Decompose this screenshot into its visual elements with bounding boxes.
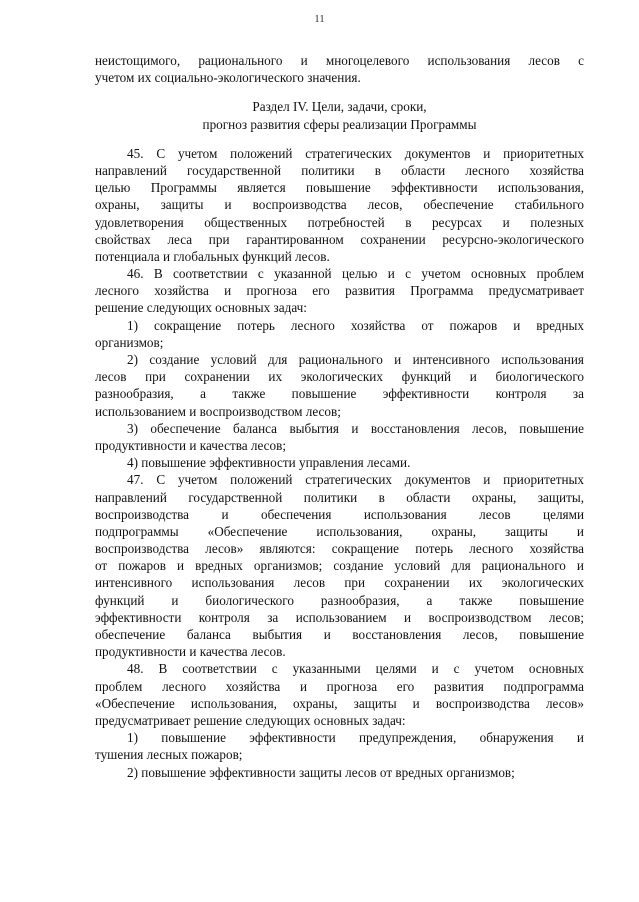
document-body bbox=[95, 52, 584, 781]
text-line: организмов; bbox=[95, 334, 164, 350]
text-line: 45. С учетом положений стратегических документов и приоритетных bbox=[127, 145, 584, 161]
text-line: направлений государственной политики в области лесного хозяйства bbox=[95, 162, 584, 178]
text-line: направлений государственной политики в области охраны, защиты, bbox=[95, 489, 584, 505]
text-line: разнообразия, а также повышение эффективности контроля за bbox=[95, 386, 584, 402]
text-line: неистощимого, рационального и многоцелевого использования лесов с bbox=[95, 53, 584, 68]
text-line: решение следующих основных задач: bbox=[95, 300, 307, 316]
text-line: лесного хозяйства и прогноза его развития Программа предусматривает bbox=[95, 283, 584, 299]
text-line: потенциала и глобальных функций лесов. bbox=[95, 248, 330, 264]
text-line: эффективности контроля за использованием и воспроизводством лесов; bbox=[95, 609, 584, 625]
page-number: 11 bbox=[314, 13, 325, 25]
text-line: 46. В соответствии с указанной целью и с учетом основных проблем bbox=[127, 266, 584, 282]
text-line: удовлетворения общественных потребностей в ресурсах и полезных bbox=[95, 214, 584, 230]
text-line: подпрограммы «Обеспечение использования, охраны, защиты и bbox=[95, 523, 584, 539]
text-line: предусматривает решение следующих основных задач: bbox=[95, 712, 406, 728]
section-heading: прогноз развития сферы реализации Программы bbox=[202, 116, 477, 132]
section-heading: Раздел IV. Цели, задачи, сроки, bbox=[252, 99, 427, 115]
text-line: 47. С учетом положений стратегических документов и приоритетных bbox=[127, 472, 584, 488]
text-line: тушения лесных пожаров; bbox=[95, 747, 243, 763]
list-item: 1) сокращение потерь лесного хозяйства от пожаров и вредных bbox=[127, 317, 584, 333]
text-line: воспроизводства и обеспечения использования лесов целями bbox=[95, 506, 584, 522]
text-line: продуктивности и качества лесов; bbox=[95, 437, 287, 453]
text-line: продуктивности и качества лесов. bbox=[95, 644, 286, 660]
text-line: учетом их социально-экологического значения. bbox=[95, 70, 361, 86]
text-line: от пожаров и вредных организмов; создание условий для рационального и bbox=[95, 558, 584, 574]
text-line: свойствах леса при гарантированном сохранении ресурсно-экологического bbox=[95, 231, 584, 247]
text-line: обеспечение баланса выбытия и восстановления лесов, повышение bbox=[95, 627, 584, 642]
list-item: 4) повышение эффективности управления лесами. bbox=[127, 455, 411, 471]
list-item: 2) создание условий для рационального и интенсивного использования bbox=[127, 352, 584, 367]
text-line: целью Программы является повышение эффективности использования, bbox=[95, 180, 584, 196]
text-line: «Обеспечение использования, охраны, защиты и воспроизводства лесов» bbox=[95, 695, 584, 711]
list-item: 3) обеспечение баланса выбытия и восстановления лесов, повышение bbox=[127, 420, 584, 436]
list-item: 1) повышение эффективности предупреждения, обнаружения и bbox=[127, 730, 584, 746]
text-line: функций и биологического разнообразия, а также повышение bbox=[95, 592, 584, 608]
text-line: охраны, защиты и воспроизводства лесов, обеспечение стабильного bbox=[95, 197, 584, 213]
text-line: интенсивного использования лесов при сохранении их экологических bbox=[95, 575, 584, 591]
text-line: воспроизводства лесов» являются: сокращение потерь лесного хозяйства bbox=[95, 541, 584, 557]
text-line: проблем лесного хозяйства и прогноза его развития подпрограмма bbox=[95, 678, 584, 694]
text-line: 48. В соответствии с указанными целями и с учетом основных bbox=[127, 661, 584, 677]
text-line: лесов при сохранении их экологических функций и биологического bbox=[95, 369, 584, 385]
text-line: использованием и воспроизводством лесов; bbox=[95, 403, 341, 419]
list-item: 2) повышение эффективности защиты лесов от вредных организмов; bbox=[127, 764, 515, 780]
